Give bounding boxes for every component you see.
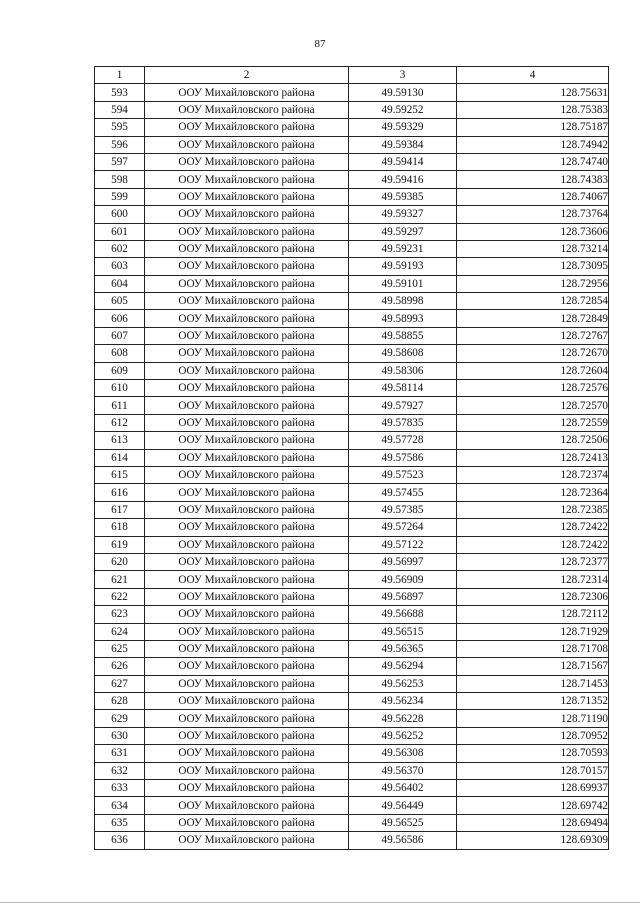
latitude-cell: 49.58855 xyxy=(349,327,457,344)
longitude-cell: 128.70157 xyxy=(457,762,609,779)
table-row xyxy=(95,327,609,344)
row-number-cell: 607 xyxy=(95,327,145,344)
latitude-cell: 49.59231 xyxy=(349,240,457,257)
row-number-cell: 612 xyxy=(95,414,145,431)
latitude-cell: 49.57455 xyxy=(349,484,457,501)
table-row xyxy=(95,240,609,257)
longitude-cell: 128.72506 xyxy=(457,432,609,449)
row-number-cell: 631 xyxy=(95,745,145,762)
longitude-cell: 128.72670 xyxy=(457,345,609,362)
latitude-cell: 49.59101 xyxy=(349,275,457,292)
table-row xyxy=(95,84,609,101)
organization-cell: ООУ Михайловского района xyxy=(145,571,349,588)
longitude-cell: 128.72576 xyxy=(457,380,609,397)
longitude-cell: 128.72364 xyxy=(457,484,609,501)
latitude-cell: 49.58608 xyxy=(349,345,457,362)
organization-cell: ООУ Михайловского района xyxy=(145,501,349,518)
organization-cell: ООУ Михайловского района xyxy=(145,623,349,640)
organization-cell: ООУ Михайловского района xyxy=(145,171,349,188)
organization-cell: ООУ Михайловского района xyxy=(145,640,349,657)
header-col-4: 4 xyxy=(457,67,609,84)
organization-cell: ООУ Михайловского района xyxy=(145,606,349,623)
row-number-cell: 593 xyxy=(95,84,145,101)
latitude-cell: 49.56402 xyxy=(349,780,457,797)
latitude-cell: 49.56253 xyxy=(349,675,457,692)
table-header-row xyxy=(95,67,609,84)
organization-cell: ООУ Михайловского района xyxy=(145,310,349,327)
organization-cell: ООУ Михайловского района xyxy=(145,780,349,797)
longitude-cell: 128.73606 xyxy=(457,223,609,240)
longitude-cell: 128.72374 xyxy=(457,466,609,483)
row-number-cell: 602 xyxy=(95,240,145,257)
table-row xyxy=(95,553,609,570)
organization-cell: ООУ Михайловского района xyxy=(145,762,349,779)
latitude-cell: 49.57728 xyxy=(349,432,457,449)
row-number-cell: 629 xyxy=(95,710,145,727)
row-number-cell: 633 xyxy=(95,780,145,797)
latitude-cell: 49.56294 xyxy=(349,658,457,675)
latitude-cell: 49.59193 xyxy=(349,258,457,275)
longitude-cell: 128.69309 xyxy=(457,832,609,849)
row-number-cell: 598 xyxy=(95,171,145,188)
latitude-cell: 49.56909 xyxy=(349,571,457,588)
table-row xyxy=(95,119,609,136)
longitude-cell: 128.73764 xyxy=(457,206,609,223)
table-row xyxy=(95,832,609,849)
row-number-cell: 621 xyxy=(95,571,145,588)
longitude-cell: 128.72413 xyxy=(457,449,609,466)
longitude-cell: 128.71352 xyxy=(457,693,609,710)
longitude-cell: 128.75631 xyxy=(457,84,609,101)
latitude-cell: 49.56365 xyxy=(349,640,457,657)
table-row xyxy=(95,797,609,814)
longitude-cell: 128.73214 xyxy=(457,240,609,257)
row-number-cell: 619 xyxy=(95,536,145,553)
row-number-cell: 611 xyxy=(95,397,145,414)
row-number-cell: 626 xyxy=(95,658,145,675)
longitude-cell: 128.72604 xyxy=(457,362,609,379)
table-row xyxy=(95,188,609,205)
organization-cell: ООУ Михайловского района xyxy=(145,693,349,710)
longitude-cell: 128.69937 xyxy=(457,780,609,797)
organization-cell: ООУ Михайловского района xyxy=(145,675,349,692)
latitude-cell: 49.57264 xyxy=(349,519,457,536)
table-row xyxy=(95,745,609,762)
latitude-cell: 49.59252 xyxy=(349,101,457,118)
row-number-cell: 614 xyxy=(95,449,145,466)
longitude-cell: 128.74383 xyxy=(457,171,609,188)
row-number-cell: 603 xyxy=(95,258,145,275)
longitude-cell: 128.71453 xyxy=(457,675,609,692)
table-row xyxy=(95,380,609,397)
latitude-cell: 49.59384 xyxy=(349,136,457,153)
longitude-cell: 128.71567 xyxy=(457,658,609,675)
organization-cell: ООУ Михайловского района xyxy=(145,327,349,344)
row-number-cell: 613 xyxy=(95,432,145,449)
longitude-cell: 128.70593 xyxy=(457,745,609,762)
table-row xyxy=(95,762,609,779)
header-col-3: 3 xyxy=(349,67,457,84)
row-number-cell: 617 xyxy=(95,501,145,518)
latitude-cell: 49.58306 xyxy=(349,362,457,379)
longitude-cell: 128.71190 xyxy=(457,710,609,727)
longitude-cell: 128.72314 xyxy=(457,571,609,588)
row-number-cell: 596 xyxy=(95,136,145,153)
row-number-cell: 635 xyxy=(95,814,145,831)
row-number-cell: 623 xyxy=(95,606,145,623)
table-row xyxy=(95,397,609,414)
longitude-cell: 128.69742 xyxy=(457,797,609,814)
table-body xyxy=(95,84,609,849)
longitude-cell: 128.72422 xyxy=(457,519,609,536)
table-row xyxy=(95,101,609,118)
table-row xyxy=(95,623,609,640)
organization-cell: ООУ Михайловского района xyxy=(145,240,349,257)
organization-cell: ООУ Михайловского района xyxy=(145,484,349,501)
longitude-cell: 128.72570 xyxy=(457,397,609,414)
table-row xyxy=(95,571,609,588)
longitude-cell: 128.72559 xyxy=(457,414,609,431)
latitude-cell: 49.59327 xyxy=(349,206,457,223)
organization-cell: ООУ Михайловского района xyxy=(145,553,349,570)
organization-cell: ООУ Михайловского района xyxy=(145,466,349,483)
latitude-cell: 49.57586 xyxy=(349,449,457,466)
header-col-2: 2 xyxy=(145,67,349,84)
row-number-cell: 620 xyxy=(95,553,145,570)
organization-cell: ООУ Михайловского района xyxy=(145,797,349,814)
table-row xyxy=(95,606,609,623)
latitude-cell: 49.58114 xyxy=(349,380,457,397)
organization-cell: ООУ Михайловского района xyxy=(145,258,349,275)
table-row xyxy=(95,223,609,240)
row-number-cell: 636 xyxy=(95,832,145,849)
longitude-cell: 128.74942 xyxy=(457,136,609,153)
table-row xyxy=(95,206,609,223)
longitude-cell: 128.70952 xyxy=(457,727,609,744)
latitude-cell: 49.56228 xyxy=(349,710,457,727)
latitude-cell: 49.56370 xyxy=(349,762,457,779)
table-row xyxy=(95,501,609,518)
latitude-cell: 49.59130 xyxy=(349,84,457,101)
table-row xyxy=(95,414,609,431)
latitude-cell: 49.57523 xyxy=(349,466,457,483)
table-row xyxy=(95,727,609,744)
latitude-cell: 49.56308 xyxy=(349,745,457,762)
latitude-cell: 49.56586 xyxy=(349,832,457,849)
organization-cell: ООУ Михайловского района xyxy=(145,432,349,449)
latitude-cell: 49.58993 xyxy=(349,310,457,327)
longitude-cell: 128.74067 xyxy=(457,188,609,205)
organization-cell: ООУ Михайловского района xyxy=(145,101,349,118)
longitude-cell: 128.72767 xyxy=(457,327,609,344)
longitude-cell: 128.74740 xyxy=(457,153,609,170)
table-row xyxy=(95,536,609,553)
row-number-cell: 600 xyxy=(95,206,145,223)
latitude-cell: 49.59414 xyxy=(349,153,457,170)
row-number-cell: 634 xyxy=(95,797,145,814)
table-row xyxy=(95,293,609,310)
organization-cell: ООУ Михайловского района xyxy=(145,345,349,362)
table-row xyxy=(95,171,609,188)
coordinates-table xyxy=(94,66,609,850)
row-number-cell: 630 xyxy=(95,727,145,744)
latitude-cell: 49.56449 xyxy=(349,797,457,814)
longitude-cell: 128.75383 xyxy=(457,101,609,118)
table-row xyxy=(95,814,609,831)
organization-cell: ООУ Михайловского района xyxy=(145,536,349,553)
longitude-cell: 128.72377 xyxy=(457,553,609,570)
organization-cell: ООУ Михайловского района xyxy=(145,397,349,414)
row-number-cell: 618 xyxy=(95,519,145,536)
longitude-cell: 128.72849 xyxy=(457,310,609,327)
table-row xyxy=(95,466,609,483)
row-number-cell: 604 xyxy=(95,275,145,292)
longitude-cell: 128.72854 xyxy=(457,293,609,310)
organization-cell: ООУ Михайловского района xyxy=(145,449,349,466)
organization-cell: ООУ Михайловского района xyxy=(145,414,349,431)
longitude-cell: 128.73095 xyxy=(457,258,609,275)
latitude-cell: 49.56252 xyxy=(349,727,457,744)
organization-cell: ООУ Михайловского района xyxy=(145,710,349,727)
organization-cell: ООУ Михайловского района xyxy=(145,84,349,101)
table-row xyxy=(95,640,609,657)
row-number-cell: 624 xyxy=(95,623,145,640)
latitude-cell: 49.59416 xyxy=(349,171,457,188)
table-row xyxy=(95,519,609,536)
longitude-cell: 128.72422 xyxy=(457,536,609,553)
latitude-cell: 49.57385 xyxy=(349,501,457,518)
latitude-cell: 49.56897 xyxy=(349,588,457,605)
row-number-cell: 610 xyxy=(95,380,145,397)
table-row xyxy=(95,675,609,692)
longitude-cell: 128.72385 xyxy=(457,501,609,518)
organization-cell: ООУ Михайловского района xyxy=(145,727,349,744)
organization-cell: ООУ Михайловского района xyxy=(145,293,349,310)
row-number-cell: 601 xyxy=(95,223,145,240)
table-row xyxy=(95,449,609,466)
longitude-cell: 128.72112 xyxy=(457,606,609,623)
organization-cell: ООУ Михайловского района xyxy=(145,136,349,153)
latitude-cell: 49.56688 xyxy=(349,606,457,623)
row-number-cell: 628 xyxy=(95,693,145,710)
latitude-cell: 49.56525 xyxy=(349,814,457,831)
row-number-cell: 595 xyxy=(95,119,145,136)
table-row xyxy=(95,136,609,153)
latitude-cell: 49.56234 xyxy=(349,693,457,710)
organization-cell: ООУ Михайловского района xyxy=(145,380,349,397)
table-row xyxy=(95,588,609,605)
organization-cell: ООУ Михайловского района xyxy=(145,153,349,170)
table-row xyxy=(95,310,609,327)
organization-cell: ООУ Михайловского района xyxy=(145,832,349,849)
latitude-cell: 49.59385 xyxy=(349,188,457,205)
row-number-cell: 609 xyxy=(95,362,145,379)
latitude-cell: 49.59297 xyxy=(349,223,457,240)
longitude-cell: 128.71929 xyxy=(457,623,609,640)
row-number-cell: 622 xyxy=(95,588,145,605)
table-row xyxy=(95,432,609,449)
page-number: 87 xyxy=(314,38,326,50)
latitude-cell: 49.58998 xyxy=(349,293,457,310)
latitude-cell: 49.56997 xyxy=(349,553,457,570)
row-number-cell: 616 xyxy=(95,484,145,501)
table-row xyxy=(95,258,609,275)
table-row xyxy=(95,362,609,379)
row-number-cell: 597 xyxy=(95,153,145,170)
organization-cell: ООУ Михайловского района xyxy=(145,223,349,240)
organization-cell: ООУ Михайловского района xyxy=(145,206,349,223)
row-number-cell: 608 xyxy=(95,345,145,362)
scan-edge-line xyxy=(0,902,640,903)
organization-cell: ООУ Михайловского района xyxy=(145,362,349,379)
header-col-1: 1 xyxy=(95,67,145,84)
table-row xyxy=(95,658,609,675)
row-number-cell: 605 xyxy=(95,293,145,310)
row-number-cell: 625 xyxy=(95,640,145,657)
row-number-cell: 594 xyxy=(95,101,145,118)
organization-cell: ООУ Михайловского района xyxy=(145,119,349,136)
organization-cell: ООУ Михайловского района xyxy=(145,188,349,205)
table-row xyxy=(95,345,609,362)
table-row xyxy=(95,275,609,292)
organization-cell: ООУ Михайловского района xyxy=(145,519,349,536)
table-row xyxy=(95,693,609,710)
row-number-cell: 632 xyxy=(95,762,145,779)
longitude-cell: 128.72306 xyxy=(457,588,609,605)
table-row xyxy=(95,780,609,797)
organization-cell: ООУ Михайловского района xyxy=(145,588,349,605)
row-number-cell: 615 xyxy=(95,466,145,483)
longitude-cell: 128.75187 xyxy=(457,119,609,136)
longitude-cell: 128.69494 xyxy=(457,814,609,831)
organization-cell: ООУ Михайловского района xyxy=(145,275,349,292)
table-row xyxy=(95,484,609,501)
organization-cell: ООУ Михайловского района xyxy=(145,814,349,831)
latitude-cell: 49.57927 xyxy=(349,397,457,414)
latitude-cell: 49.59329 xyxy=(349,119,457,136)
latitude-cell: 49.57122 xyxy=(349,536,457,553)
latitude-cell: 49.56515 xyxy=(349,623,457,640)
row-number-cell: 627 xyxy=(95,675,145,692)
longitude-cell: 128.72956 xyxy=(457,275,609,292)
table-row xyxy=(95,153,609,170)
row-number-cell: 606 xyxy=(95,310,145,327)
row-number-cell: 599 xyxy=(95,188,145,205)
organization-cell: ООУ Михайловского района xyxy=(145,658,349,675)
longitude-cell: 128.71708 xyxy=(457,640,609,657)
latitude-cell: 49.57835 xyxy=(349,414,457,431)
organization-cell: ООУ Михайловского района xyxy=(145,745,349,762)
table-row xyxy=(95,710,609,727)
